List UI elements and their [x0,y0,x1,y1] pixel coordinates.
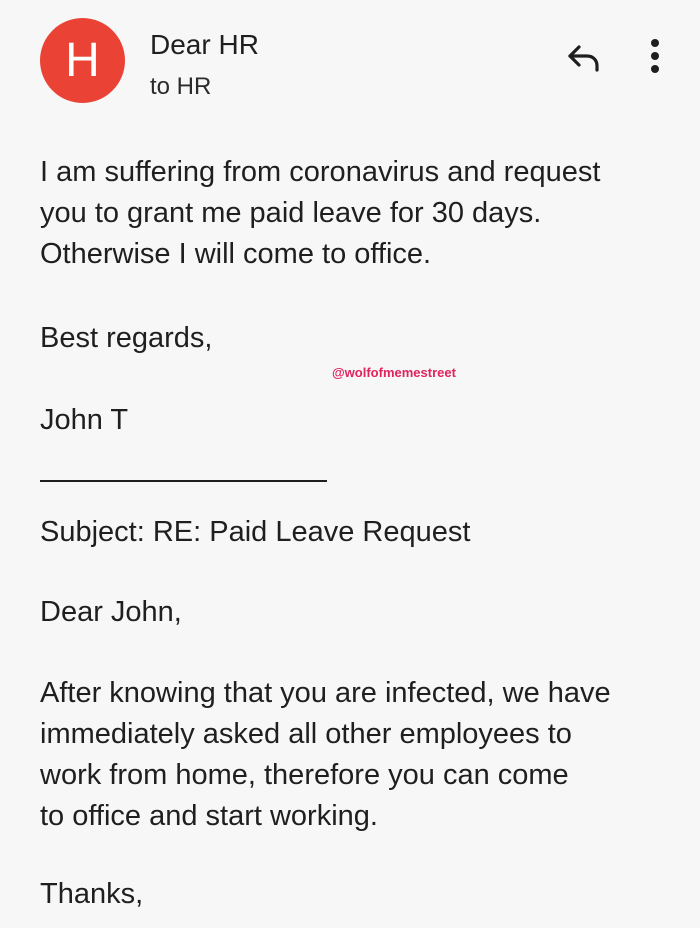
reply-paragraph: After knowing that you are infected, we have immediately asked all other employees to work from home, therefore you can come to office and start working. [40,677,611,832]
recipient-line[interactable]: to HR [150,73,212,100]
email-signature: John T [40,404,129,436]
sender-block [150,28,259,102]
email-closing: Best regards, [40,322,213,354]
reply-closing: Thanks, [40,878,144,910]
sender-avatar[interactable] [40,18,125,103]
dots-icon [650,38,660,74]
reply-greeting: Dear John, [40,596,182,628]
avatar-letter: H [65,33,100,87]
more-vert-icon[interactable] [640,36,670,76]
reply-icon[interactable] [563,38,603,78]
reply-arrow-icon [565,43,601,73]
email-paragraph-1: I am suffering from coronavirus and request you to grant me paid leave for 30 days. Otherwise I will come to office. [40,156,601,270]
sender-name[interactable]: Dear HR [150,29,259,60]
signature-divider [40,480,327,482]
email-header [0,0,700,120]
reply-subject: Subject: RE: Paid Leave Request [40,516,471,548]
watermark: @wolfofmemestreet [332,365,456,380]
